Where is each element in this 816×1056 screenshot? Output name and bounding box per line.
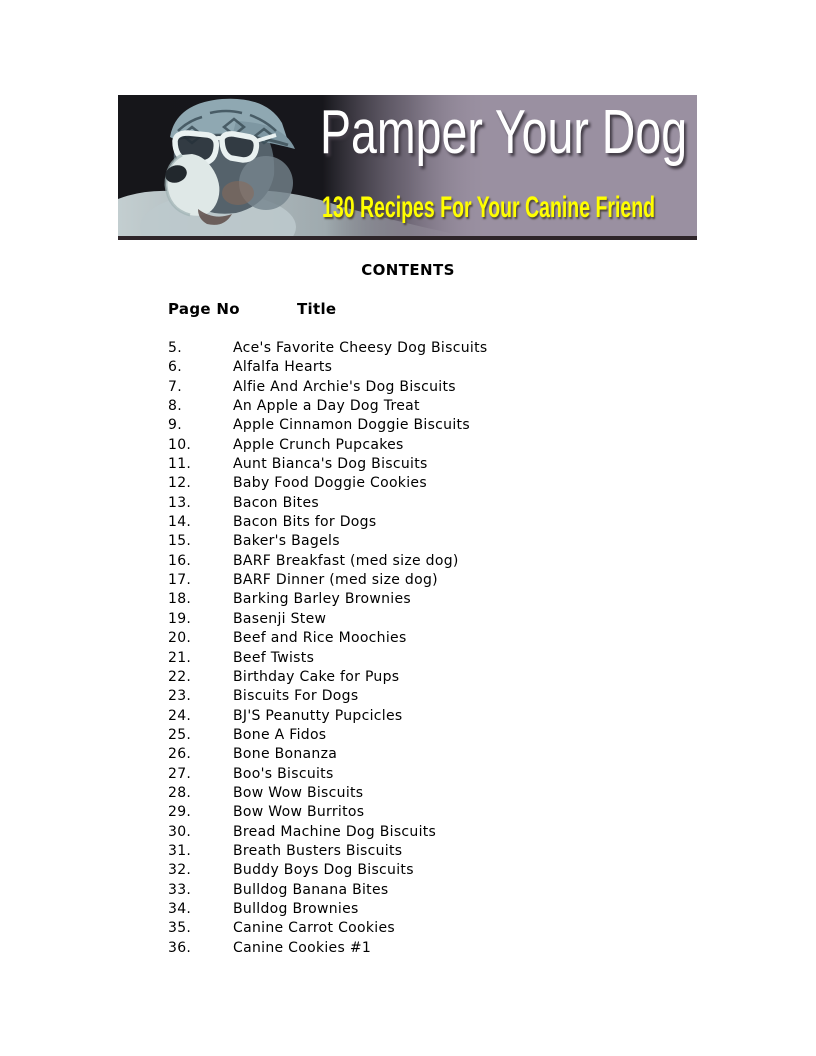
toc-page-number: 9. — [168, 417, 182, 434]
toc-col-page-no: Page No — [168, 300, 240, 318]
toc-title: Bulldog Banana Bites — [233, 881, 389, 898]
toc-page-number: 34. — [168, 900, 192, 917]
toc-title: Bread Machine Dog Biscuits — [233, 823, 437, 840]
toc-page-number: 21. — [168, 649, 192, 666]
toc-title: Alfalfa Hearts — [233, 359, 333, 376]
toc-col-title: Title — [297, 300, 337, 318]
toc-title: Apple Crunch Pupcakes — [233, 436, 404, 453]
toc-title: BARF Breakfast (med size dog) — [233, 552, 459, 569]
toc-page-number: 22. — [168, 668, 192, 685]
toc-row — [168, 707, 728, 726]
toc-title: Apple Cinnamon Doggie Biscuits — [233, 417, 470, 434]
book-subtitle: 130 Recipes For Your Canine Friend — [322, 191, 656, 224]
toc-page-number: 17. — [168, 572, 192, 589]
toc-page-number: 35. — [168, 920, 192, 937]
toc-row — [168, 532, 728, 551]
toc-row — [168, 881, 728, 900]
toc-row — [168, 378, 728, 397]
toc-row — [168, 610, 728, 629]
toc-title: Bacon Bits for Dogs — [233, 514, 377, 531]
toc-page-number: 10. — [168, 436, 192, 453]
toc-row — [168, 861, 728, 880]
toc-title: Boo's Biscuits — [233, 765, 334, 782]
toc-row — [168, 919, 728, 938]
toc-title: Bone Bonanza — [233, 746, 338, 763]
toc-page-number: 29. — [168, 804, 192, 821]
toc-row — [168, 358, 728, 377]
toc-row — [168, 765, 728, 784]
toc-title: Aunt Bianca's Dog Biscuits — [233, 456, 428, 473]
toc-row — [168, 455, 728, 474]
toc-title: Breath Busters Biscuits — [233, 842, 403, 859]
book-title: Pamper Your Dog — [320, 98, 688, 167]
toc-title: Bulldog Brownies — [233, 900, 359, 917]
toc-title: Canine Cookies #1 — [233, 939, 372, 956]
toc-title: Beef Twists — [233, 649, 315, 666]
toc-page-number: 12. — [168, 475, 192, 492]
toc-row — [168, 745, 728, 764]
toc-row — [168, 649, 728, 668]
toc-title: Buddy Boys Dog Biscuits — [233, 862, 414, 879]
toc-page-number: 14. — [168, 514, 192, 531]
toc-title: Barking Barley Brownies — [233, 591, 411, 608]
toc-page-number: 19. — [168, 610, 192, 627]
toc-row — [168, 339, 728, 358]
toc-title: Alfie And Archie's Dog Biscuits — [233, 378, 456, 395]
toc-row — [168, 687, 728, 706]
toc-row — [168, 842, 728, 861]
contents-heading: CONTENTS — [361, 261, 455, 279]
toc-page-number: 16. — [168, 552, 192, 569]
toc-title: Beef and Rice Moochies — [233, 630, 407, 647]
toc-title: Baby Food Doggie Cookies — [233, 475, 427, 492]
toc-title: Baker's Bagels — [233, 533, 340, 550]
toc-page-number: 36. — [168, 939, 192, 956]
toc-title: Bacon Bites — [233, 494, 319, 511]
toc-column-headers — [168, 300, 336, 318]
toc-page-number: 13. — [168, 494, 192, 511]
toc-page-number: 33. — [168, 881, 192, 898]
toc-page-number: 7. — [168, 378, 182, 395]
toc-page-number: 8. — [168, 398, 182, 415]
toc-title: BARF Dinner (med size dog) — [233, 572, 438, 589]
toc-page-number: 24. — [168, 707, 192, 724]
toc-title: BJ'S Peanutty Pupcicles — [233, 707, 403, 724]
toc-page-number: 27. — [168, 765, 192, 782]
toc-title: Bow Wow Burritos — [233, 804, 365, 821]
toc-page-number: 28. — [168, 784, 192, 801]
toc-page-number: 31. — [168, 842, 192, 859]
toc-row — [168, 823, 728, 842]
toc-row — [168, 552, 728, 571]
toc-row — [168, 436, 728, 455]
toc-title: Birthday Cake for Pups — [233, 668, 400, 685]
toc-row — [168, 784, 728, 803]
toc-row — [168, 629, 728, 648]
toc-row — [168, 416, 728, 435]
toc-row — [168, 668, 728, 687]
toc-page-number: 32. — [168, 862, 192, 879]
toc-page-number: 11. — [168, 456, 192, 473]
toc-page-number: 15. — [168, 533, 192, 550]
toc-row — [168, 590, 728, 609]
toc-row — [168, 474, 728, 493]
toc-row — [168, 900, 728, 919]
toc-title: An Apple a Day Dog Treat — [233, 398, 420, 415]
toc-page-number: 26. — [168, 746, 192, 763]
toc-title: Canine Carrot Cookies — [233, 920, 395, 937]
toc-page-number: 5. — [168, 340, 182, 356]
toc-title: Ace's Favorite Cheesy Dog Biscuits — [233, 340, 488, 356]
toc-row — [168, 571, 728, 590]
toc-page-number: 25. — [168, 726, 192, 743]
toc-page-number: 18. — [168, 591, 192, 608]
toc-row — [168, 939, 728, 958]
toc-title: Basenji Stew — [233, 610, 327, 627]
toc-row — [168, 397, 728, 416]
toc-page-number: 20. — [168, 630, 192, 647]
toc-title: Biscuits For Dogs — [233, 688, 359, 705]
toc-page-number: 6. — [168, 359, 182, 376]
toc-title: Bow Wow Biscuits — [233, 784, 364, 801]
contents-list — [168, 339, 728, 958]
book-header-banner — [118, 95, 697, 240]
toc-row — [168, 803, 728, 822]
toc-row — [168, 726, 728, 745]
toc-page-number: 23. — [168, 688, 192, 705]
toc-page-number: 30. — [168, 823, 192, 840]
toc-title: Bone A Fidos — [233, 726, 327, 743]
toc-row — [168, 494, 728, 513]
toc-row — [168, 513, 728, 532]
